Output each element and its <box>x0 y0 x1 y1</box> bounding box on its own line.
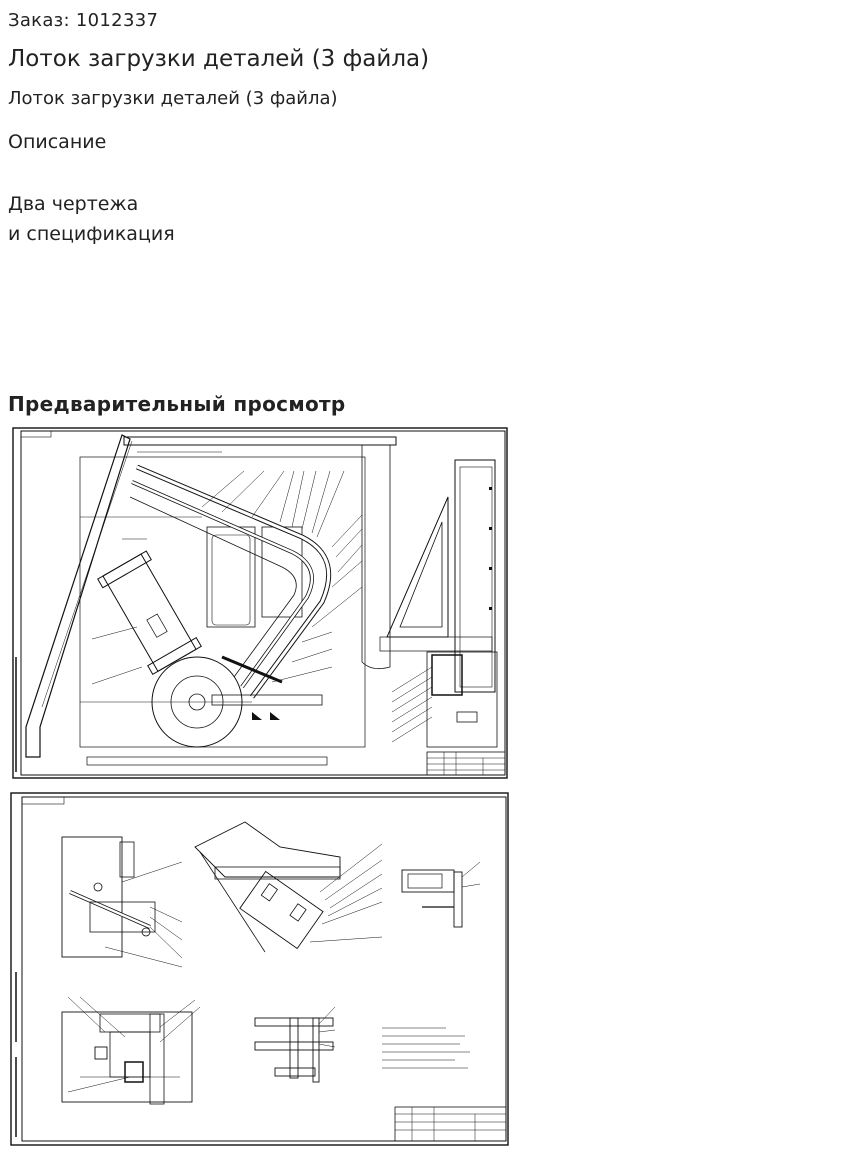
drawing-preview-2[interactable] <box>10 792 509 1146</box>
page-subtitle: Лоток загрузки деталей (3 файла) <box>8 88 338 109</box>
page-title: Лоток загрузки деталей (3 файла) <box>8 46 430 72</box>
order-number: Заказ: 1012337 <box>8 10 159 31</box>
engineering-drawing-2 <box>10 792 509 1146</box>
engineering-drawing-1 <box>12 427 508 779</box>
description-line: и спецификация <box>8 223 175 245</box>
description-heading: Описание <box>8 131 107 153</box>
description-line: Два чертежа <box>8 193 139 215</box>
drawing-preview-1[interactable] <box>12 427 508 779</box>
preview-heading: Предварительный просмотр <box>8 392 346 416</box>
